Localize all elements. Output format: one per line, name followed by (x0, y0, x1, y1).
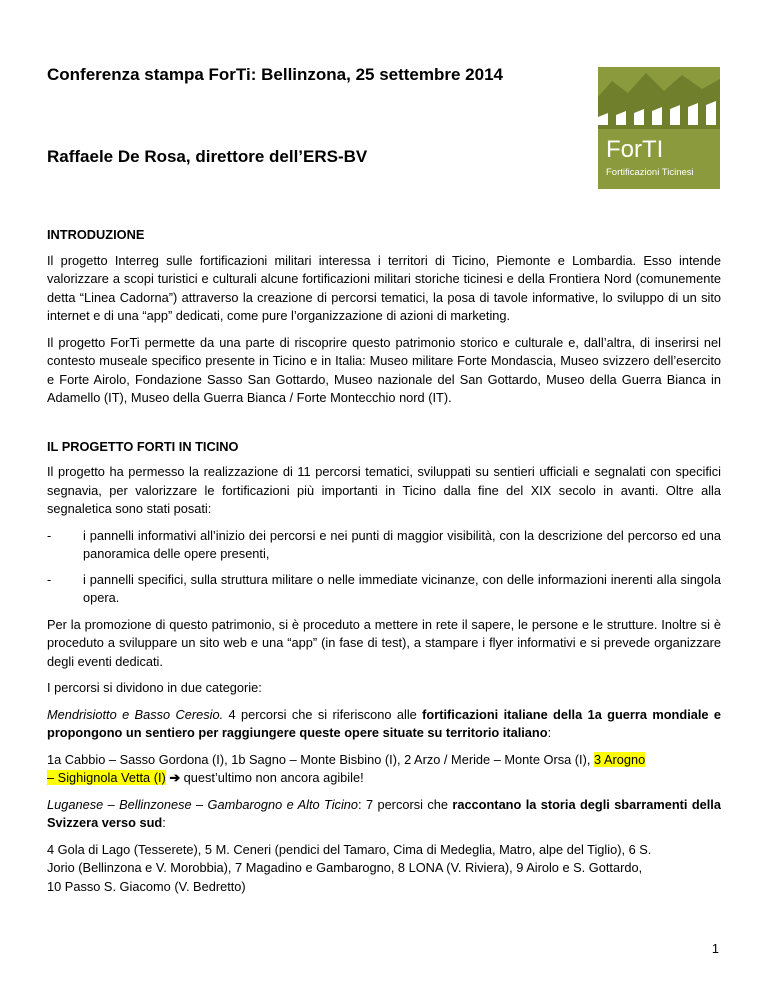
logo-name: ForTI (606, 136, 664, 163)
section-heading-introduzione: INTRODUZIONE (47, 227, 145, 242)
forti-logo (598, 67, 720, 189)
highlighted-route: 3 Arogno (593, 751, 646, 767)
category-2-routes: 4 Gola di Lago (Tesserete), 5 M. Ceneri (pendici del Tamaro, Cima di Medeglia, Matro, alpe del Tiglio), 6 S. Jorio (Bellinzona e V. Morobbia), 7 Magadino e Gambarogno, 8 LONA (V. Riviera), 9 Airolo e S. Gottardo, 10 Passo S. Giacomo (V. Bedretto) (47, 841, 652, 894)
list-item: - i pannelli specifici, sulla struttura militare o nelle immediate vicinanze, con delle informazioni inerenti alla singola opera. (47, 571, 721, 605)
category-1-routes: 1a Cabbio – Sasso Gordona (I), 1b Sagno – Monte Bisbino (I), 2 Arzo / Meride – Monte Orsa (I), 3 Arogno – Sighignola Vetta (I) ➔ quest’ultimo non ancora agibile! (47, 751, 646, 785)
category-2-description: Luganese – Bellinzonese – Gambarogno e Alto Ticino: 7 percorsi che raccontano la storia degli sbarramenti della Svizzera verso sud: (47, 796, 721, 830)
intro-paragraph-1: Il progetto Interreg sulle fortificazioni militari interessa i territori di Ticino, Piemonte e Lombardia. Esso intende valorizzare a scopi turistici e culturali alcune fortificazioni militari storiche ticinesi e della Frontiera Nord (comunemente detta “Linea Cadorna”) attraverso la creazione di percorsi tematici, la posa di tavole informative, lo sviluppo di un sito internet e di una “app” dedicati, come pure l’organizzazione di azioni di marketing. (47, 252, 721, 323)
bullet-list (47, 527, 721, 608)
categorie-intro: I percorsi si dividono in due categorie: (47, 680, 262, 695)
progetto-paragraph-2: Per la promozione di questo patrimonio, si è proceduto a mettere in rete il sapere, le persone e le strutture. Inoltre si è proceduto a sviluppare un sito web e una “app” (in fase di test), a stampare i flyer informativi e si prevede organizzare degli eventi dedicati. (47, 616, 721, 669)
logo-tagline: Fortificazioni Ticinesi (606, 167, 694, 178)
author-line: Raffaele De Rosa, direttore dell’ERS-BV (47, 147, 368, 166)
category-1-description: Mendrisiotto e Basso Ceresio. 4 percorsi che si riferiscono alle fortificazioni italiane della 1a guerra mondiale e propongono un sentiero per raggiungere queste opere situate su territorio italiano: (47, 706, 722, 740)
page-number: 1 (711, 941, 719, 956)
intro-paragraph-2: Il progetto ForTi permette da una parte di riscoprire questo patrimonio storico e culturale e, dall’altra, di inserirsi nel contesto museale specifico presente in Ticino e in Italia: Museo militare Forte Mondascia, Museo svizzero dell’esercito e Forte Airolo, Fondazione Sasso San Gottardo, Museo nazionale del San Gottardo, Museo della Guerra Bianca in Adamello (IT), Museo della Guerra Bianca / Forte Montecchio nord (IT). (47, 334, 721, 405)
list-item: - i pannelli informativi all’inizio dei percorsi e nei punti di maggior visibilità, con la descrizione del percorso ed una panoramica delle opere presenti, (47, 527, 721, 561)
arrow-icon: ➔ (165, 770, 184, 785)
document-title: Conferenza stampa ForTi: Bellinzona, 25 settembre 2014 (47, 65, 503, 84)
document-body (47, 226, 721, 904)
highlighted-route: – Sighignola Vetta (I) (47, 770, 166, 785)
progetto-paragraph-1: Il progetto ha permesso la realizzazione di 11 percorsi tematici, sviluppati su sentieri ufficiali e segnalati con specifici segnavia, per valorizzare le fortificazioni più importanti in Ticino dalla fine del XIX secolo in avanti. Oltre alla segnaletica sono stati posati: (47, 464, 721, 516)
section-heading-progetto: IL PROGETTO FORTI IN TICINO (47, 438, 239, 454)
